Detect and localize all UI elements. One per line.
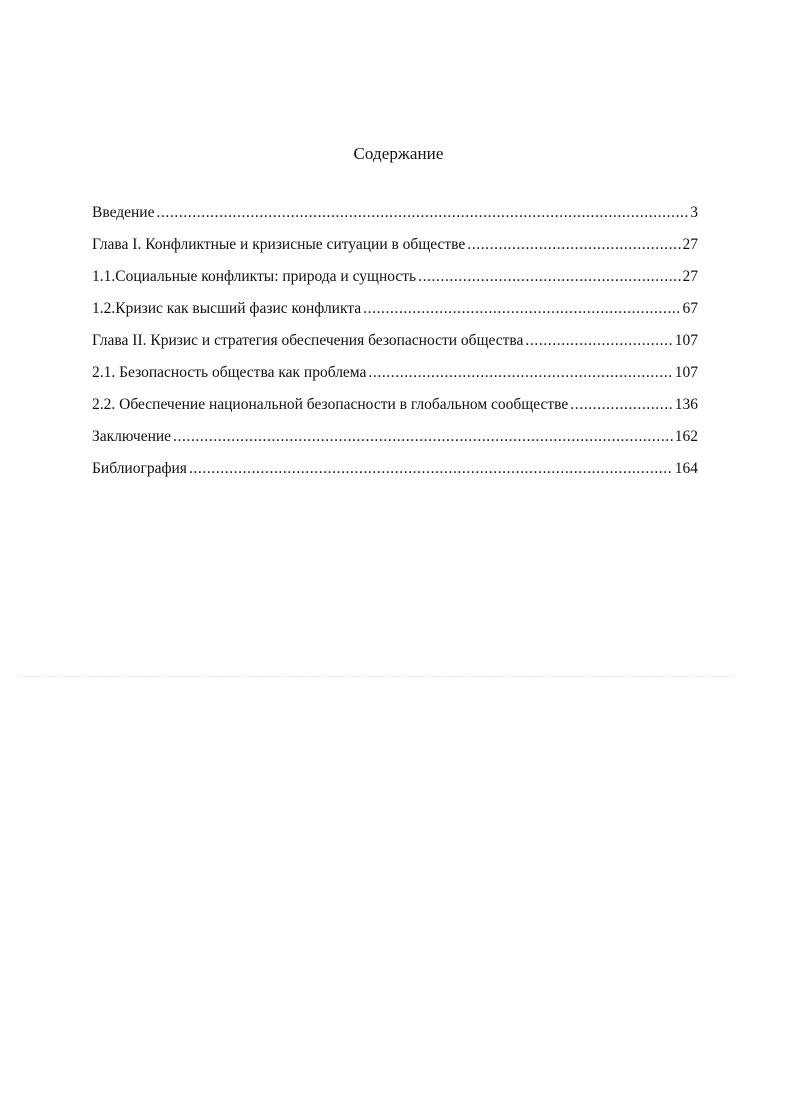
toc-entry-section-2-2 (92, 396, 698, 428)
toc-entry-number: 1.2. (92, 300, 116, 317)
toc-entry-page: 164 (674, 460, 698, 477)
toc-leader-dots (418, 268, 680, 286)
toc-entry-label: 2.2. Обеспечение национальной безопасности в глобальном сообществе (92, 396, 569, 413)
toc-entry-page: 107 (674, 364, 698, 381)
toc-leader-dots (363, 300, 680, 318)
scan-artifact-line (18, 676, 734, 677)
toc-entry-section-1-1 (92, 268, 698, 300)
toc-leader-dots (368, 364, 672, 382)
toc-entry-label: Глава II. Кризис и стратегия обеспечения безопасности общества (92, 332, 524, 349)
toc-entry-label: Введение (92, 204, 155, 221)
toc-entry-page: 27 (682, 236, 698, 253)
toc-entry-page: 136 (674, 396, 698, 413)
toc-entry-label: Библиография (92, 460, 187, 477)
toc-leader-dots (467, 236, 680, 254)
toc-entry-page: 67 (682, 300, 698, 317)
toc-leader-dots (173, 428, 673, 446)
toc-entry-page: 162 (674, 428, 698, 445)
toc-title: Содержание (353, 144, 444, 163)
toc-leader-dots (570, 396, 672, 414)
toc-entry-section-1-2 (92, 300, 698, 332)
toc-leader-dots (189, 460, 673, 478)
toc-entry-page: 27 (682, 268, 698, 285)
toc-leader-dots (525, 332, 672, 350)
toc-entry-introduction (92, 204, 698, 236)
toc-entry-label: Социальные конфликты: природа и сущность (115, 268, 417, 285)
toc-entry-section-2-1 (92, 364, 698, 396)
toc-entry-label: Кризис как высший фазис конфликта (115, 300, 362, 317)
toc-entry-label: Заключение (92, 428, 172, 445)
toc-entry-label: 2.1. Безопасность общества как проблема (92, 364, 367, 381)
toc-entry-label: Глава I. Конфликтные и кризисные ситуации в обществе (92, 236, 466, 253)
toc-entry-page: 3 (690, 204, 698, 221)
toc-entry-page: 107 (674, 332, 698, 349)
toc-entry-chapter-1 (92, 236, 698, 268)
table-of-contents (92, 204, 698, 492)
toc-entry-bibliography (92, 460, 698, 492)
toc-entry-number: 1.1. (92, 268, 116, 285)
toc-entry-conclusion (92, 428, 698, 460)
toc-leader-dots (156, 204, 688, 222)
toc-entry-chapter-2 (92, 332, 698, 364)
